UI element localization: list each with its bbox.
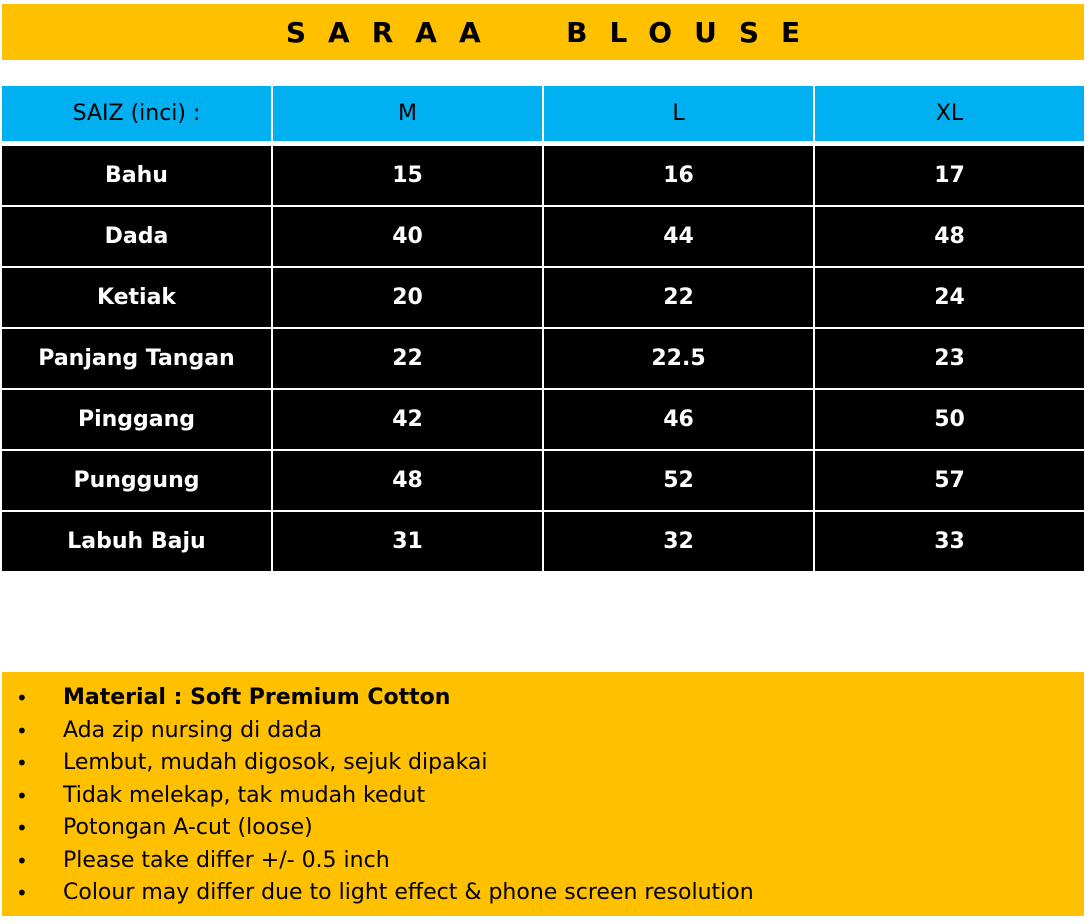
header-size-m: M [272, 86, 543, 144]
measurement-value: 17 [814, 144, 1084, 207]
measurement-value: 50 [814, 389, 1084, 450]
measurement-value: 46 [543, 389, 814, 450]
measurement-value: 44 [543, 206, 814, 267]
table-row [2, 450, 1084, 511]
measurement-label: Labuh Baju [2, 511, 272, 571]
product-notes-panel [2, 672, 1084, 916]
list-item [2, 682, 1084, 715]
measurement-value: 23 [814, 328, 1084, 389]
note-text: Potongan A-cut (loose) [63, 815, 313, 840]
measurement-label: Punggung [2, 450, 272, 511]
list-item [2, 780, 1084, 813]
measurement-value: 15 [272, 144, 543, 207]
note-text: Ada zip nursing di dada [63, 717, 323, 743]
measurement-value: 48 [814, 206, 1084, 267]
list-item [2, 845, 1084, 878]
measurement-value: 42 [272, 389, 543, 450]
header-row [2, 86, 1084, 144]
bullet-icon: • [16, 881, 28, 905]
measurement-value: 57 [814, 450, 1084, 511]
measurement-value: 52 [543, 450, 814, 511]
measurement-value: 22 [272, 328, 543, 389]
title-banner [2, 4, 1084, 60]
measurement-label: Ketiak [2, 267, 272, 328]
note-text: Tidak melekap, tak mudah kedut [63, 782, 426, 808]
measurement-label: Pinggang [2, 389, 272, 450]
size-chart-table [2, 86, 1084, 571]
table-row [2, 328, 1084, 389]
header-size-xl: XL [814, 86, 1084, 144]
bullet-icon: • [16, 686, 28, 710]
table-row [2, 267, 1084, 328]
notes-list [2, 672, 1084, 910]
note-text: Please take differ +/- 0.5 inch [63, 847, 390, 873]
measurement-value: 24 [814, 267, 1084, 328]
measurement-value: 40 [272, 206, 543, 267]
header-size-l: L [543, 86, 814, 144]
list-item [2, 877, 1084, 910]
measurement-value: 22.5 [543, 328, 814, 389]
measurement-value: 48 [272, 450, 543, 511]
measurement-label: Dada [2, 206, 272, 267]
note-text: Material : Soft Premium Cotton [63, 685, 451, 710]
note-text: Colour may differ due to light effect & phone screen resolution [63, 880, 754, 905]
list-item [2, 715, 1084, 748]
note-text: Lembut, mudah digosok, sejuk dipakai [63, 750, 488, 775]
measurement-label: Bahu [2, 144, 272, 207]
measurement-label: Panjang Tangan [2, 328, 272, 389]
measurement-value: 31 [272, 511, 543, 571]
bullet-icon: • [16, 751, 28, 775]
table-row [2, 511, 1084, 571]
measurement-value: 22 [543, 267, 814, 328]
measurement-value: 32 [543, 511, 814, 571]
table-row [2, 206, 1084, 267]
bullet-icon: • [16, 783, 28, 808]
bullet-icon: • [16, 848, 28, 873]
page-title: SARAA BLOUSE [285, 15, 823, 49]
list-item [2, 812, 1084, 845]
header-size-label: SAIZ (inci) : [2, 86, 272, 144]
measurement-value: 20 [272, 267, 543, 328]
measurement-value: 16 [543, 144, 814, 207]
measurement-value: 33 [814, 511, 1084, 571]
bullet-icon: • [16, 718, 28, 743]
table-row [2, 389, 1084, 450]
list-item [2, 747, 1084, 780]
bullet-icon: • [16, 816, 28, 840]
table-row [2, 144, 1084, 207]
